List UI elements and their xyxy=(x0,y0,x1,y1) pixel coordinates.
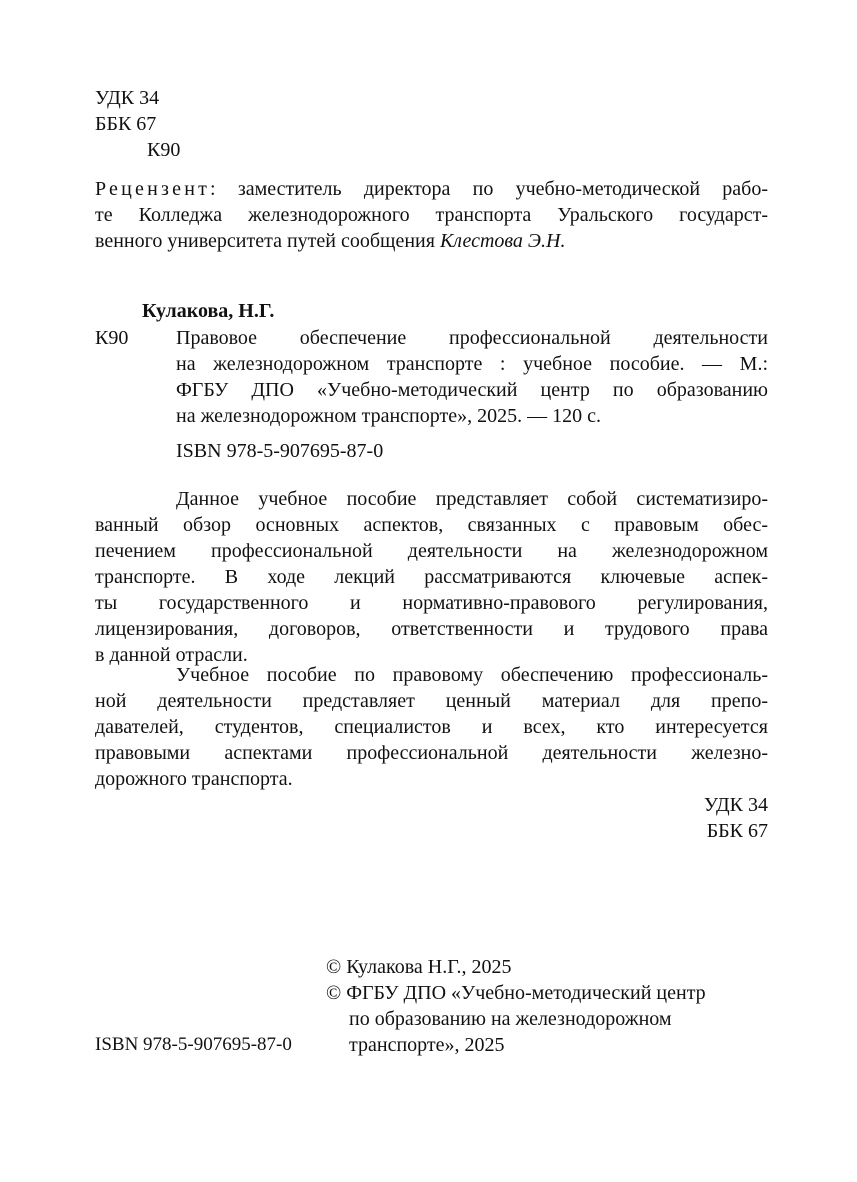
udk-code: УДК 34 xyxy=(703,794,768,816)
reviewer-line-3: венного университета путей сообщения Клестова Э.Н. xyxy=(95,230,566,252)
bbk-code: ББК 67 xyxy=(706,820,768,842)
reviewer-line-2: те Колледжа железнодорожного транспорта Уральского государст- xyxy=(95,204,768,226)
udk-code: УДК 34 xyxy=(95,87,160,109)
abstract-line: ванный обзор основных аспектов, связанных с правовым обес- xyxy=(95,514,768,536)
reviewer-label: Рецензент xyxy=(95,178,211,200)
bib-line: ФГБУ ДПО «Учебно-методический центр по образованию xyxy=(176,379,768,401)
abstract-line: Учебное пособие по правовому обеспечению профессиональ- xyxy=(176,664,768,686)
abstract-paragraph-1 xyxy=(95,486,768,668)
abstract-codes xyxy=(95,792,768,844)
reviewer-name: Клестова Э.Н. xyxy=(439,230,566,252)
copyright-author: © Кулакова Н.Г., 2025 xyxy=(326,956,512,978)
abstract-line: ной деятельности представляет ценный материал для препо- xyxy=(95,690,768,712)
abstract-paragraph-2 xyxy=(95,662,768,792)
copyright-publisher: по образованию на железнодорожном xyxy=(349,1008,672,1030)
abstract-line: лицензирования, договоров, ответственности и трудового права xyxy=(95,618,768,640)
classification-block xyxy=(95,85,180,163)
reviewer-block xyxy=(95,176,768,254)
copyright-block xyxy=(326,954,706,1058)
abstract-line: транспорте. В ходе лекций рассматриваются ключевые аспек- xyxy=(95,566,768,588)
abstract-line: печением профессиональной деятельности на железнодорожном xyxy=(95,540,768,562)
bib-record xyxy=(176,325,768,429)
bib-isbn: ISBN 978-5-907695-87-0 xyxy=(176,440,384,462)
abstract-line: правовыми аспектами профессиональной деятельности железно- xyxy=(95,742,768,764)
reviewer-line-1: Рецензент: заместитель директора по учебно-методической рабо- xyxy=(95,178,768,200)
copyright-publisher: © ФГБУ ДПО «Учебно-методический центр xyxy=(326,982,706,1004)
abstract-line: дорожного транспорта. xyxy=(95,768,293,790)
copyright-publisher: транспорте», 2025 xyxy=(349,1034,505,1056)
abstract-line: давателей, студентов, специалистов и всех, кто интересуется xyxy=(95,716,768,738)
bib-line: на железнодорожном транспорте», 2025. — 120 с. xyxy=(176,405,601,427)
abstract-line: в данной отрасли. xyxy=(95,644,248,666)
bib-author-mark: К90 xyxy=(95,327,129,349)
bib-line: Правовое обеспечение профессиональной деятельности xyxy=(176,327,768,349)
footer-isbn: ISBN 978-5-907695-87-0 xyxy=(95,1034,292,1055)
bbk-code: ББК 67 xyxy=(95,113,157,135)
bib-author: Кулакова, Н.Г. xyxy=(142,300,275,322)
author-mark: К90 xyxy=(147,139,181,161)
bib-line: на железнодорожном транспорте : учебное пособие. — М.: xyxy=(176,353,768,375)
abstract-line: Данное учебное пособие представляет собой систематизиро- xyxy=(176,488,768,510)
abstract-line: ты государственного и нормативно-правового регулирования, xyxy=(95,592,768,614)
